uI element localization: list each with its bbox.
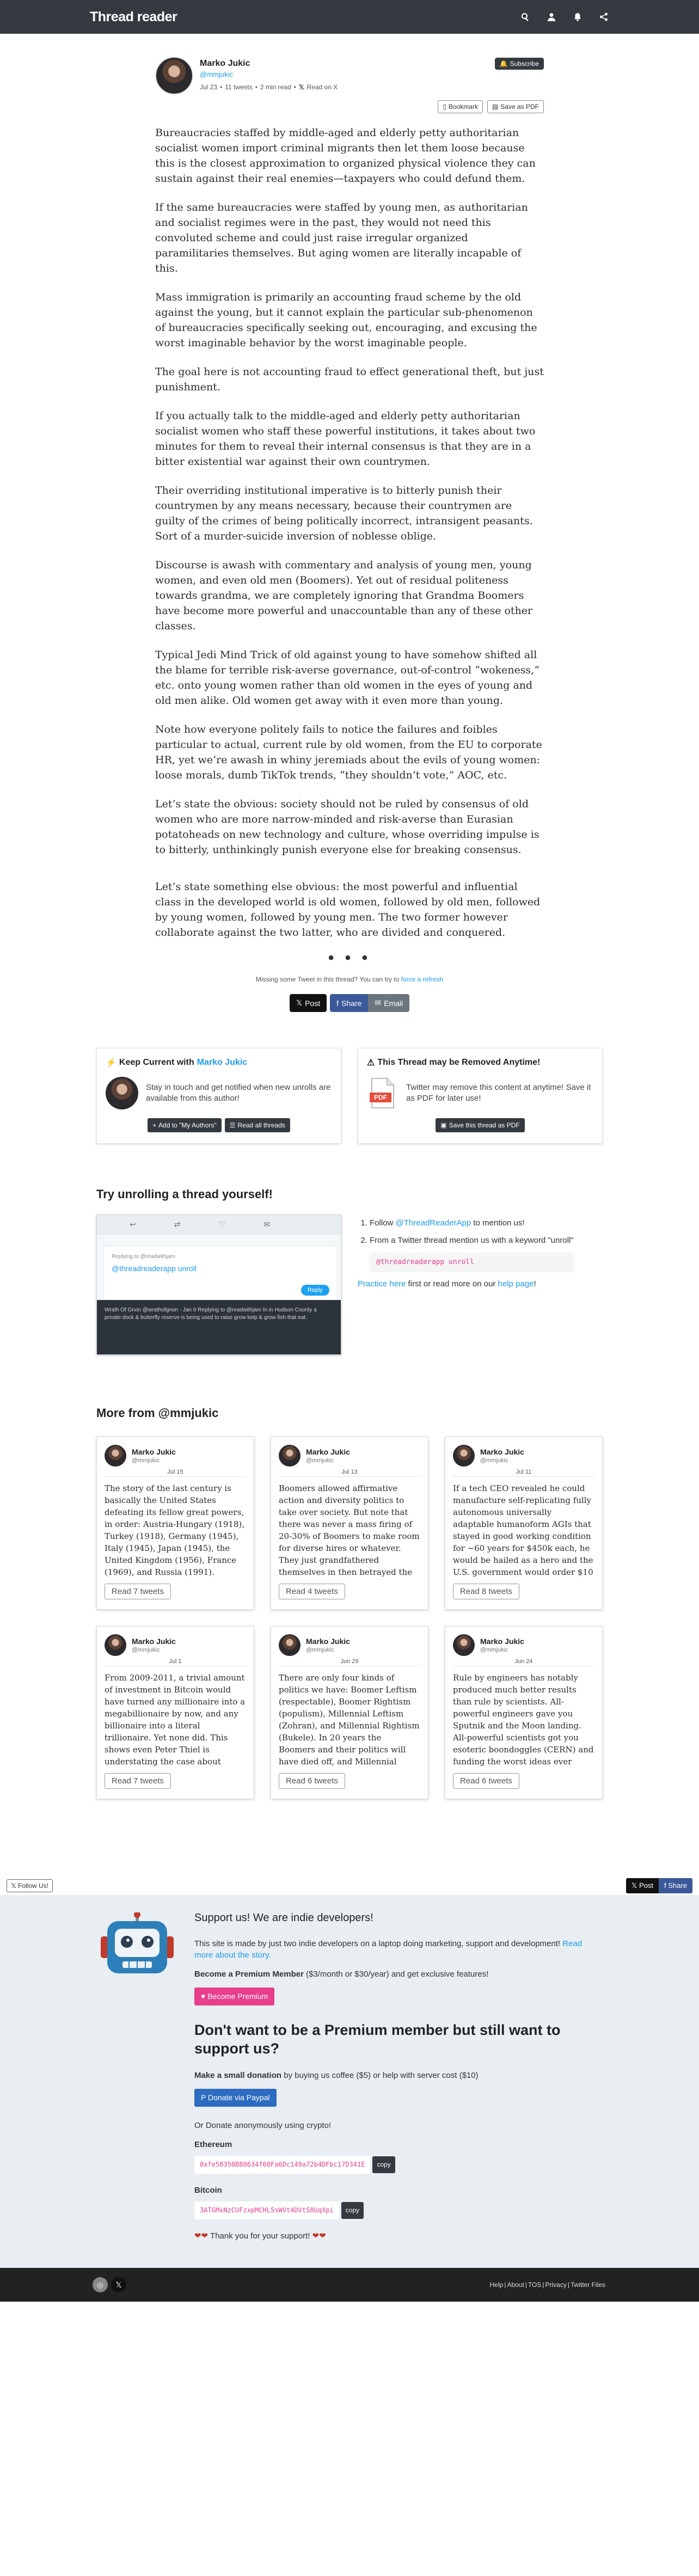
author-avatar [106,1077,138,1109]
read-tweets-button[interactable]: Read 6 tweets [453,1773,519,1789]
premium-line [194,1968,603,1980]
step1-pre: Follow [370,1218,394,1228]
author-avatar[interactable] [155,57,193,95]
bitcoin-label: Bitcoin [194,2186,222,2195]
robot-mascot-icon [96,1912,178,1978]
support-intro [194,1938,603,1961]
donate-line [194,2070,603,2081]
tweet-2: If the same bureaucracies were staffed by young men, as authoritarian and socialist regimes were in the past, they would not need this convoluted scheme and could just raise irregular organized paramilitaries themselves. But aging women are literally incapable of this. [155,201,528,274]
bolt-icon: ⚡ [106,1058,116,1068]
card-author-handle: @mmjukic [306,1457,334,1464]
unroll-demo-image [96,1215,341,1355]
force-refresh-link[interactable]: force a refresh [401,976,443,983]
heart-icon: ♥ [201,1992,206,2001]
demo-reply-box [103,1246,338,1302]
footer-twitter-files-link[interactable]: Twitter Files [570,2281,605,2289]
read-story-link[interactable]: Read more about the story. [194,1939,582,1960]
sticky-share-label: Share [668,1881,687,1890]
footer-about-link[interactable]: About [507,2281,524,2289]
keep-current-card [96,1048,341,1144]
search-icon[interactable] [520,11,531,22]
read-tweets-button[interactable]: Read 8 tweets [453,1584,519,1599]
tweet-count: 11 tweets [225,83,253,91]
read-tweets-button[interactable]: Read 7 tweets [105,1773,171,1789]
thread-end-dots: • • • [328,949,371,967]
save-thread-pdf-label: Save this thread as PDF [449,1121,520,1129]
bell-icon: 🔔 [499,60,508,68]
tweet-3: Mass immigration is primarily an accounting fraud scheme by the old against the young, but it cannot explain the particular sub-phenomenon of bureaucracies specifically seeking out, encouraging, and excusing the worst imaginable behavior by the worst imaginable people. [155,291,537,349]
practice-here-link[interactable]: Practice here [358,1279,406,1289]
thread-card[interactable] [96,1437,254,1610]
thanks-line [194,2230,603,2242]
more-threads-grid [96,1437,603,1799]
practice-mid: first or read more on our [408,1279,496,1289]
x-logo-icon: 𝕏 [298,83,304,91]
bitcoin-address[interactable]: 3ATGMxNzCUFzxpMCHL5sWVt4DVtS8UqXpi [194,2201,339,2219]
card-date: Jul 1 [105,1658,246,1666]
x-logo-icon: 𝕏 [631,1881,637,1890]
user-icon[interactable] [546,11,557,22]
retweet-icon: ⇄ [174,1220,181,1229]
missing-text: Missing some Tweet in this thread? You can try to [256,976,400,983]
tweet-10: Let’s state the obvious: society should not be ruled by consensus of old women who are more narrow-minded and risk-averse than Eurasian potatoheads on new technology and culture, whose overriding impulse is to bitterly, unthinkingly punish everyone else for breaking consensus. [155,798,539,856]
ethereum-label: Ethereum [194,2140,232,2149]
keep-current-text: Stay in touch and get notified when new unrolls are available from this author! [146,1083,331,1103]
save-icon: ▣ [440,1121,447,1129]
footer-help-link[interactable]: Help [489,2281,504,2289]
share-icon[interactable] [598,11,609,22]
card-date: Jun 29 [279,1658,420,1666]
card-date: Jul 11 [453,1469,594,1477]
keep-title-text: Keep Current with [119,1058,194,1067]
save-pdf-button[interactable] [487,100,544,113]
plus-icon: + [152,1121,157,1129]
tweet-9: Note how everyone politely fails to notice the failures and foibles particular to actual, current rule by old women, from the EU to corporate HR, yet we’re awash in whiny jeremiads about the evils of young women: loose morals, dumb TikTok trends, “they shouldn’t vote,” AOC, etc. [155,723,542,781]
like-icon: ♡ [218,1220,226,1229]
tweet-8: Typical Jedi Mind Trick of old against young to have somehow shifted all the blame for terrible risk-averse governance, out-of-control “wokeness,” etc. onto young women rather than old women in the eyes of young and old men alike. Old women get away with it even more than young. [155,649,540,707]
list-icon: ☰ [229,1121,236,1129]
threadreaderapp-link[interactable]: @ThreadReaderApp [395,1218,471,1228]
thread-meta: Jul 23 • 11 tweets • 2 min read • 𝕏 Read on X [200,83,338,91]
add-to-my-authors-button[interactable] [148,1118,222,1132]
tweet-11: Let’s state something else obvious: the most powerful and influential class in the developed world is old women, followed by old men, followed by young women, followed by young men. The two former however collaborate against the two latter, who are divided and conquered. [155,881,541,939]
author-avatar [279,1445,301,1467]
donate-bold: Make a small donation [194,2071,282,2080]
card-text: If a tech CEO revealed he could manufacture self-replicating fully autonomous universally adaptable humanoform AGIs that stayed in good working condition for ~60 years for $450k each, he would be hailed as a hero and the U.S. government would order $10 [453,1483,593,1577]
card-date: Jun 24 [453,1658,594,1666]
card-author-name: Marko Jukic [306,1637,350,1646]
thanks-text: Thank you for your support! [210,2231,310,2241]
save-thread-pdf-button[interactable] [436,1118,524,1132]
paypal-icon: P [201,2093,206,2102]
footer-links: Help | About | TOS | Privacy | Twitter Files [489,2281,605,2289]
card-author-handle: @mmjukic [480,1457,508,1464]
warning-icon: ⚠ [367,1058,375,1068]
read-all-label: Read all threads [237,1121,285,1129]
ethereum-address[interactable]: 0xfe58350B80634f60Fa6Dc149a72b4DFbc17D341E [194,2156,370,2174]
donate-rest: by buying us coffee ($5) or help with server cost ($10) [284,2071,479,2080]
crypto-intro: Or Donate anonymously using crypto! [194,2121,331,2130]
thread-card[interactable] [271,1626,428,1799]
paypal-label: Donate via Paypal [207,2093,270,2102]
card-author-name: Marko Jukic [306,1448,350,1456]
thread-container [155,34,544,1012]
follow-label: Follow Us! [18,1882,49,1890]
facebook-share-button[interactable] [330,994,368,1012]
author-row [155,57,544,95]
read-time: 2 min read [260,83,291,91]
post-label: Post [305,998,321,1008]
read-all-threads-button[interactable] [225,1118,290,1132]
facebook-icon: f [336,998,339,1008]
step1-post: to mention us! [473,1218,525,1228]
thread-card[interactable] [96,1626,254,1799]
email-share-button[interactable] [368,994,409,1012]
thread-date: Jul 23 [200,83,218,91]
reply-icon: ↩ [130,1220,136,1229]
card-text: Rule by engineers has notably produced much better results than rule by scientists. All-powerful engineers gave you Sputnik and the Moon landing. All-powerful scientists got you esoteric boondoggles (CERN) and funding the worst ideas ever [453,1673,594,1767]
become-premium-label: Become Premium [207,1992,268,2001]
author-avatar [279,1634,301,1656]
card-author-name: Marko Jukic [480,1637,524,1646]
save-pdf-label: Save as PDF [500,103,539,111]
envelope-icon: ✉ [375,998,382,1007]
keep-author-link[interactable]: Marko Jukic [197,1058,248,1067]
copy-btc-button[interactable]: copy [341,2202,364,2219]
x-logo-icon: 𝕏 [296,998,303,1007]
bell-icon[interactable] [572,11,583,22]
card-author-handle: @mmjukic [132,1457,160,1464]
x-logo-icon[interactable]: 𝕏 [111,2277,126,2292]
x-logo-icon: 𝕏 [11,1882,16,1890]
card-author-handle: @mmjukic [480,1647,508,1653]
more-from-section [96,1406,603,1799]
card-text: From 2009-2011, a trivial amount of investment in Bitcoin would have turned any millionaire into a megabillionaire by now, and any billionaire into a literal trillionaire. Yet none did. This shows even Peter Thiel is understating the case about [105,1673,246,1767]
footer-tos-link[interactable]: TOS [528,2281,542,2289]
step-2: 2. From a Twitter thread mention us with a keyword "unroll" [370,1235,574,1246]
footer-privacy-link[interactable]: Privacy [545,2281,567,2289]
premium-rest: ($3/month or $30/year) and get exclusive features! [306,1970,489,1979]
copy-eth-button[interactable]: copy [372,2156,395,2173]
removal-title [367,1057,593,1068]
author-avatar [453,1445,475,1467]
keep-current-title [106,1057,332,1068]
author-avatar [105,1445,126,1467]
sticky-share-button[interactable] [659,1878,692,1893]
file-icon: ▤ [492,103,499,111]
more-from-title: More from @mmjukic [96,1406,219,1420]
card-date: Jul 13 [279,1469,420,1477]
demo-mention: @threadreaderapp unroll [112,1264,197,1273]
tweet-4: The goal here is not accounting fraud to effect generational theft, but just punishment. [155,366,544,393]
bookmark-icon: ▯ [443,103,446,111]
author-handle[interactable]: @mmjukic [200,70,233,78]
tweet-7: Discourse is awash with commentary and analysis of young men, young women, and even old men (Boomers). Yet out of residual politeness towards grandma, we are completely ignoring that Grandma Boomers have become more powerful and unaccountable than any of these other classes. [155,559,533,632]
support-heading: Don't want to be a Premium member but still want to support us? [194,2022,561,2057]
info-cards [96,1048,603,1144]
thread-card[interactable] [445,1437,603,1610]
unroll-steps [358,1215,574,1355]
bookmark-label: Bookmark [448,103,478,111]
subscribe-button[interactable] [495,58,544,70]
card-date: Jul 15 [105,1469,246,1477]
heart-icon: ❤❤ [312,2231,326,2241]
sticky-post-button[interactable] [626,1878,659,1893]
card-author-name: Marko Jukic [480,1448,524,1456]
pdf-file-icon [367,1077,398,1109]
removal-warning-card [358,1048,603,1144]
read-tweets-button[interactable]: Read 6 tweets [279,1773,345,1789]
navbar [0,0,699,34]
removal-text: Twitter may remove this content at anytime! Save it as PDF for later use! [406,1083,591,1103]
author-name[interactable]: Marko Jukic [200,59,250,68]
premium-bold: Become a Premium Member [194,1970,304,1979]
heart-icon: ❤❤ [194,2231,209,2241]
facebook-icon: f [664,1881,666,1890]
thread-actions [155,100,544,113]
tweet-actions-bar [97,1215,341,1235]
demo-dark-tweet: Wrath Of Gnon @wrathofgnon · Jan 6 Replying to @readwithjam In in Hudson County a private dock & butterfly reserve is being used to raise grow kelp & grow fish that eat. [97,1300,341,1354]
tweet-list [155,125,544,940]
card-author-name: Marko Jukic [132,1448,176,1456]
read-tweets-button[interactable]: Read 7 tweets [105,1584,171,1599]
author-avatar [105,1634,126,1656]
card-text: Boomers allowed affirmative action and diversity politics to take over society. But note that there was never a mass firing of 20-30% of Boomers to make room for diverse hires or whatever. They just grandfathered themselves in then betrayed the [279,1483,420,1577]
help-page-link[interactable]: help page [498,1279,534,1289]
share-label: Share [341,998,362,1008]
author-avatar [453,1634,475,1656]
email-label: Email [384,998,403,1008]
thread-card[interactable] [445,1626,603,1799]
bookmark-button[interactable] [438,100,483,113]
card-author-handle: @mmjukic [306,1647,334,1653]
follow-us-button[interactable] [7,1879,53,1892]
try-unroll-section [96,1187,603,1355]
card-author-handle: @mmjukic [132,1647,160,1653]
support-section [0,1895,699,2268]
tweet-1: Bureaucracies staffed by middle-aged and elderly petty authoritarian socialist women import criminal migrants then let them loose because this is the closest approximation to organized physical violence they can sustain against their real enemies—taxpayers who could defund them. [155,127,536,185]
unroll-code-sample: @threadreaderapp unroll [370,1253,574,1272]
dm-icon: ✉ [263,1220,270,1229]
support-title: Support us! We are indie developers! [194,1912,373,1924]
sticky-post-label: Post [639,1881,654,1890]
card-author-name: Marko Jukic [132,1637,176,1646]
read-on-x-link[interactable]: Read on X [306,83,338,91]
become-premium-button[interactable] [194,1988,274,2005]
support-intro-text: This site is made by just two indie developers on a laptop doing marketing, support and development! [194,1939,561,1948]
sticky-share-bar [0,1876,699,1895]
donate-paypal-button[interactable] [194,2089,277,2107]
step-1 [370,1218,574,1229]
thread-card[interactable] [271,1437,428,1610]
card-text: There are only four kinds of politics we have: Boomer Leftism (respectable), Boomer Rightism (populism), Millennial Leftism (Zohran), and Millennial Rightism (Bukele). In 20 years the Boomers and their politics will have died off, and Millennial [279,1673,420,1767]
footer [0,2268,699,2302]
card-text: The story of the last century is basically the United States defeating its fellow great powers, in order: Austria-Hungary (1918), Turkey (1918), Germany (1945), Italy (1945), Japan (1945), the United Kingdom (1956), France (1969), and Russia (1991). [105,1483,245,1577]
add-author-label: Add to "My Authors" [158,1121,217,1129]
practice-end: ! [534,1279,536,1289]
tweet-6: Their overriding institutional imperative is to bitterly punish their countrymen by any means necessary, because their countrymen are guilty of the crimes of being politically incorrect, intransigent peasants. Sort of a murder-suicide inversion of noblesse oblige. [155,484,533,542]
demo-reply-button: Reply [301,1285,329,1296]
tweet-5: If you actually talk to the middle-aged and elderly petty authoritarian socialist women who staff these powerful institutions, it takes about two minutes for them to reveal their internal consensus is that they are in a bitter existential war against their own countrymen. [155,410,536,468]
share-buttons [155,994,544,1012]
brand-logo[interactable]: Thread reader [90,9,177,24]
threadreader-logo-icon[interactable]: ◎ [93,2277,108,2292]
svg-text:PDF: PDF [374,1094,387,1101]
subscribe-label: Subscribe [510,60,539,68]
removal-title-text: This Thread may be Removed Anytime! [377,1058,541,1067]
demo-replying-to: Replying to @readwithjam [112,1254,175,1260]
post-on-x-button[interactable] [290,994,327,1012]
practice-line [358,1279,574,1290]
try-unroll-title: Try unrolling a thread yourself! [96,1187,273,1201]
read-tweets-button[interactable]: Read 4 tweets [279,1584,345,1599]
missing-tweet-notice [155,976,544,983]
